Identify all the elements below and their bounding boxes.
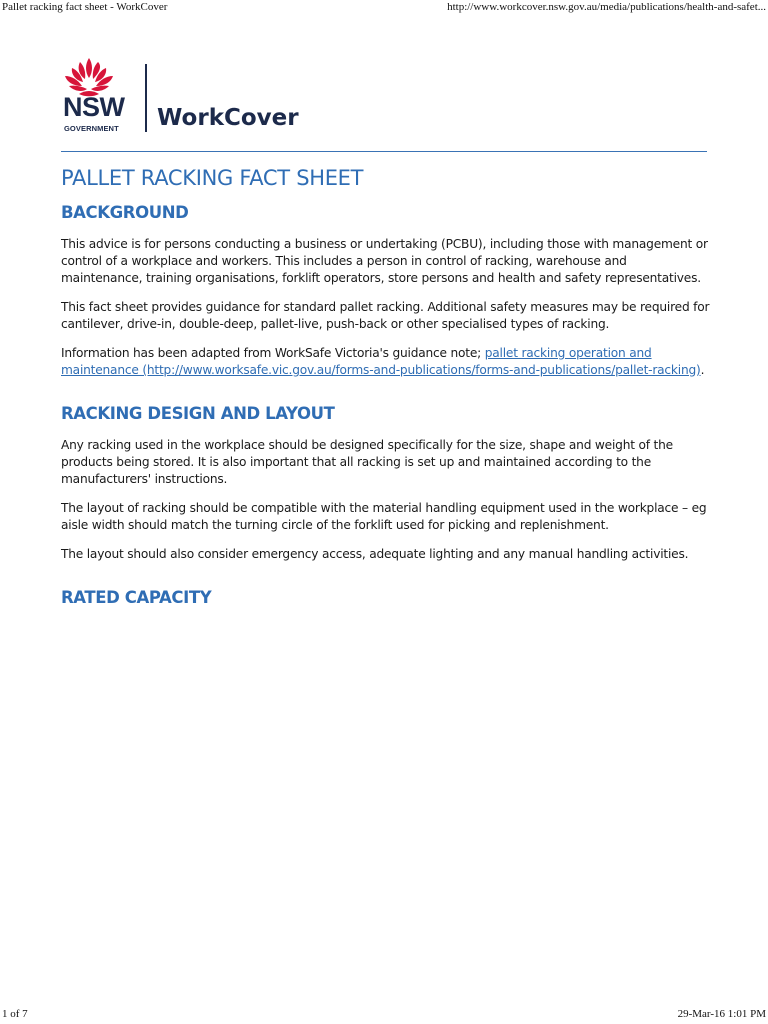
print-header-title: Pallet racking fact sheet - WorkCover	[2, 1, 168, 13]
background-paragraph-1: This advice is for persons conducting a business or undertaking (PCBU), including those with management or control of a workplace and workers. This includes a person in control of racking, warehouse and maintenance, training organisations, forklift operators, store persons and health and safety representatives.	[61, 237, 708, 285]
workcover-wordmark: WorkCover	[157, 105, 299, 131]
background-paragraph-2: This fact sheet provides guidance for standard pallet racking. Additional safety measures may be required for cantilever, drive-in, double-deep, pallet-live, push-back or other specialised types of racking.	[61, 300, 710, 331]
source-note-suffix: .	[700, 363, 705, 377]
racking-paragraph-3: The layout should also consider emergency access, adequate lighting and any manual handling activities.	[61, 547, 689, 561]
print-timestamp: 29-Mar-16 1:01 PM	[677, 1008, 766, 1020]
document-body	[61, 164, 711, 609]
government-wordmark: GOVERNMENT	[64, 124, 119, 133]
print-header-url: http://www.workcover.nsw.gov.au/media/publications/health-and-safet...	[447, 1, 766, 13]
racking-paragraph-2: The layout of racking should be compatible with the material handling equipment used in the workplace – eg aisle width should match the turning circle of the forklift used for picking and replenishment.	[61, 501, 707, 532]
worksafe-guidance-link[interactable]: pallet racking operation and maintenance (http://www.worksafe.vic.gov.au/forms-and-publications/forms-and-publications/pallet-racking)	[61, 346, 701, 377]
nsw-wordmark: NSW	[63, 92, 125, 122]
header-rule	[61, 151, 707, 152]
page-title: PALLET RACKING FACT SHEET	[61, 166, 364, 190]
heading-background: BACKGROUND	[61, 203, 189, 222]
nsw-workcover-logo	[61, 56, 341, 136]
print-header	[2, 1, 766, 15]
heading-rated-capacity: RATED CAPACITY	[61, 588, 212, 607]
heading-racking-design: RACKING DESIGN AND LAYOUT	[61, 404, 335, 423]
logo-divider	[145, 64, 147, 132]
print-footer	[2, 1008, 766, 1022]
background-paragraph-3	[61, 345, 711, 379]
page-count: 1 of 7	[2, 1008, 28, 1020]
source-note-prefix: Information has been adapted from WorkSafe Victoria's guidance note;	[61, 346, 485, 360]
racking-paragraph-1: Any racking used in the workplace should be designed specifically for the size, shape and weight of the products being stored. It is also important that all racking is set up and maintained according to the manufacturers' instructions.	[61, 438, 673, 486]
